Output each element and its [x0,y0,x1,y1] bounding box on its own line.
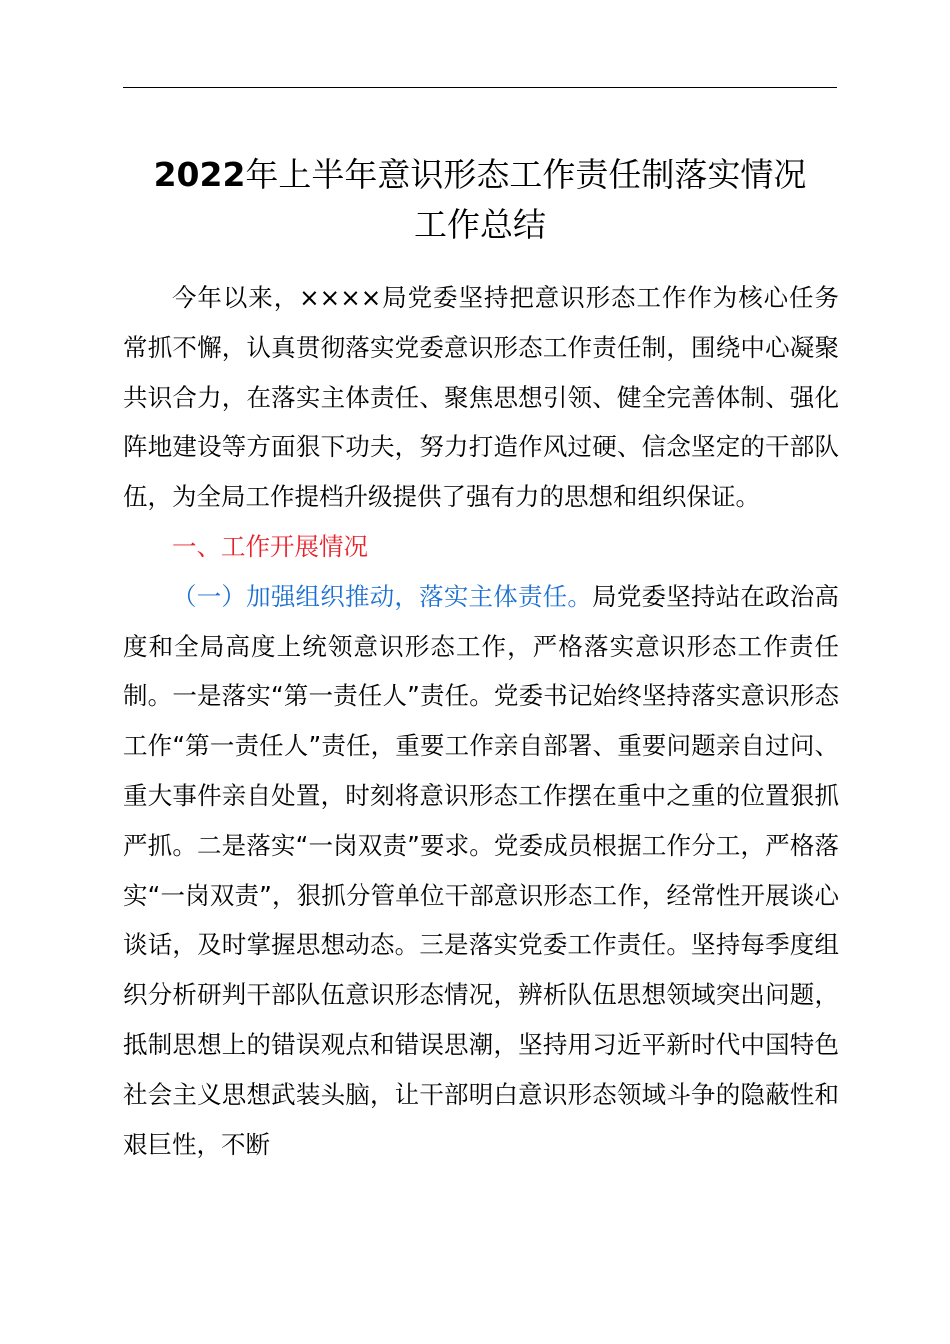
section-heading-1: 一、工作开展情况 [172,531,368,561]
subsection-heading-1: （一）加强组织推动，落实主体责任。 [172,581,593,611]
title-year: 2022 [153,155,246,194]
document-body [123,273,839,1169]
title-line1: 年上半年意识形态工作责任制落实情况 [245,155,807,194]
subsection-paragraph-1 [123,572,839,1170]
intro-paragraph: 今年以来，××××局党委坚持把意识形态工作作为核心任务常抓不懈，认真贯彻落实党委意识形态工作责任制，围绕中心凝聚共识合力，在落实主体责任、聚焦思想引领、健全完善体制、强化阵地建设等方面狠下功夫，努力打造作风过硬、信念坚定的干部队伍，为全局工作提档升级提供了强有力的思想和组织保证。 [123,283,839,512]
title-line2: 工作总结 [414,205,546,244]
document-title [110,150,850,250]
header-rule [123,87,837,88]
subsection-body-1: 局党委坚持站在政治高度和全局高度上统领意识形态工作，严格落实意识形态工作责任制。一是落实“第一责任人”责任。党委书记始终坚持落实意识形态工作“第一责任人”责任，重要工作亲自部署、重要问题亲自过问、重大事件亲自处置，时刻将意识形态工作摆在重中之重的位置狠抓严抓。二是落实“一岗双责”要求。党委成员根据工作分工，严格落实“一岗双责”，狠抓分管单位干部意识形态工作，经常性开展谈心谈话，及时掌握思想动态。三是落实党委工作责任。坚持每季度组织分析研判干部队伍意识形态情况，辨析队伍思想领域突出问题，抵制思想上的错误观点和错误思潮，坚持用习近平新时代中国特色社会主义思想武装头脑，让干部明白意识形态领域斗争的隐蔽性和艰巨性，不断 [123,581,840,1159]
